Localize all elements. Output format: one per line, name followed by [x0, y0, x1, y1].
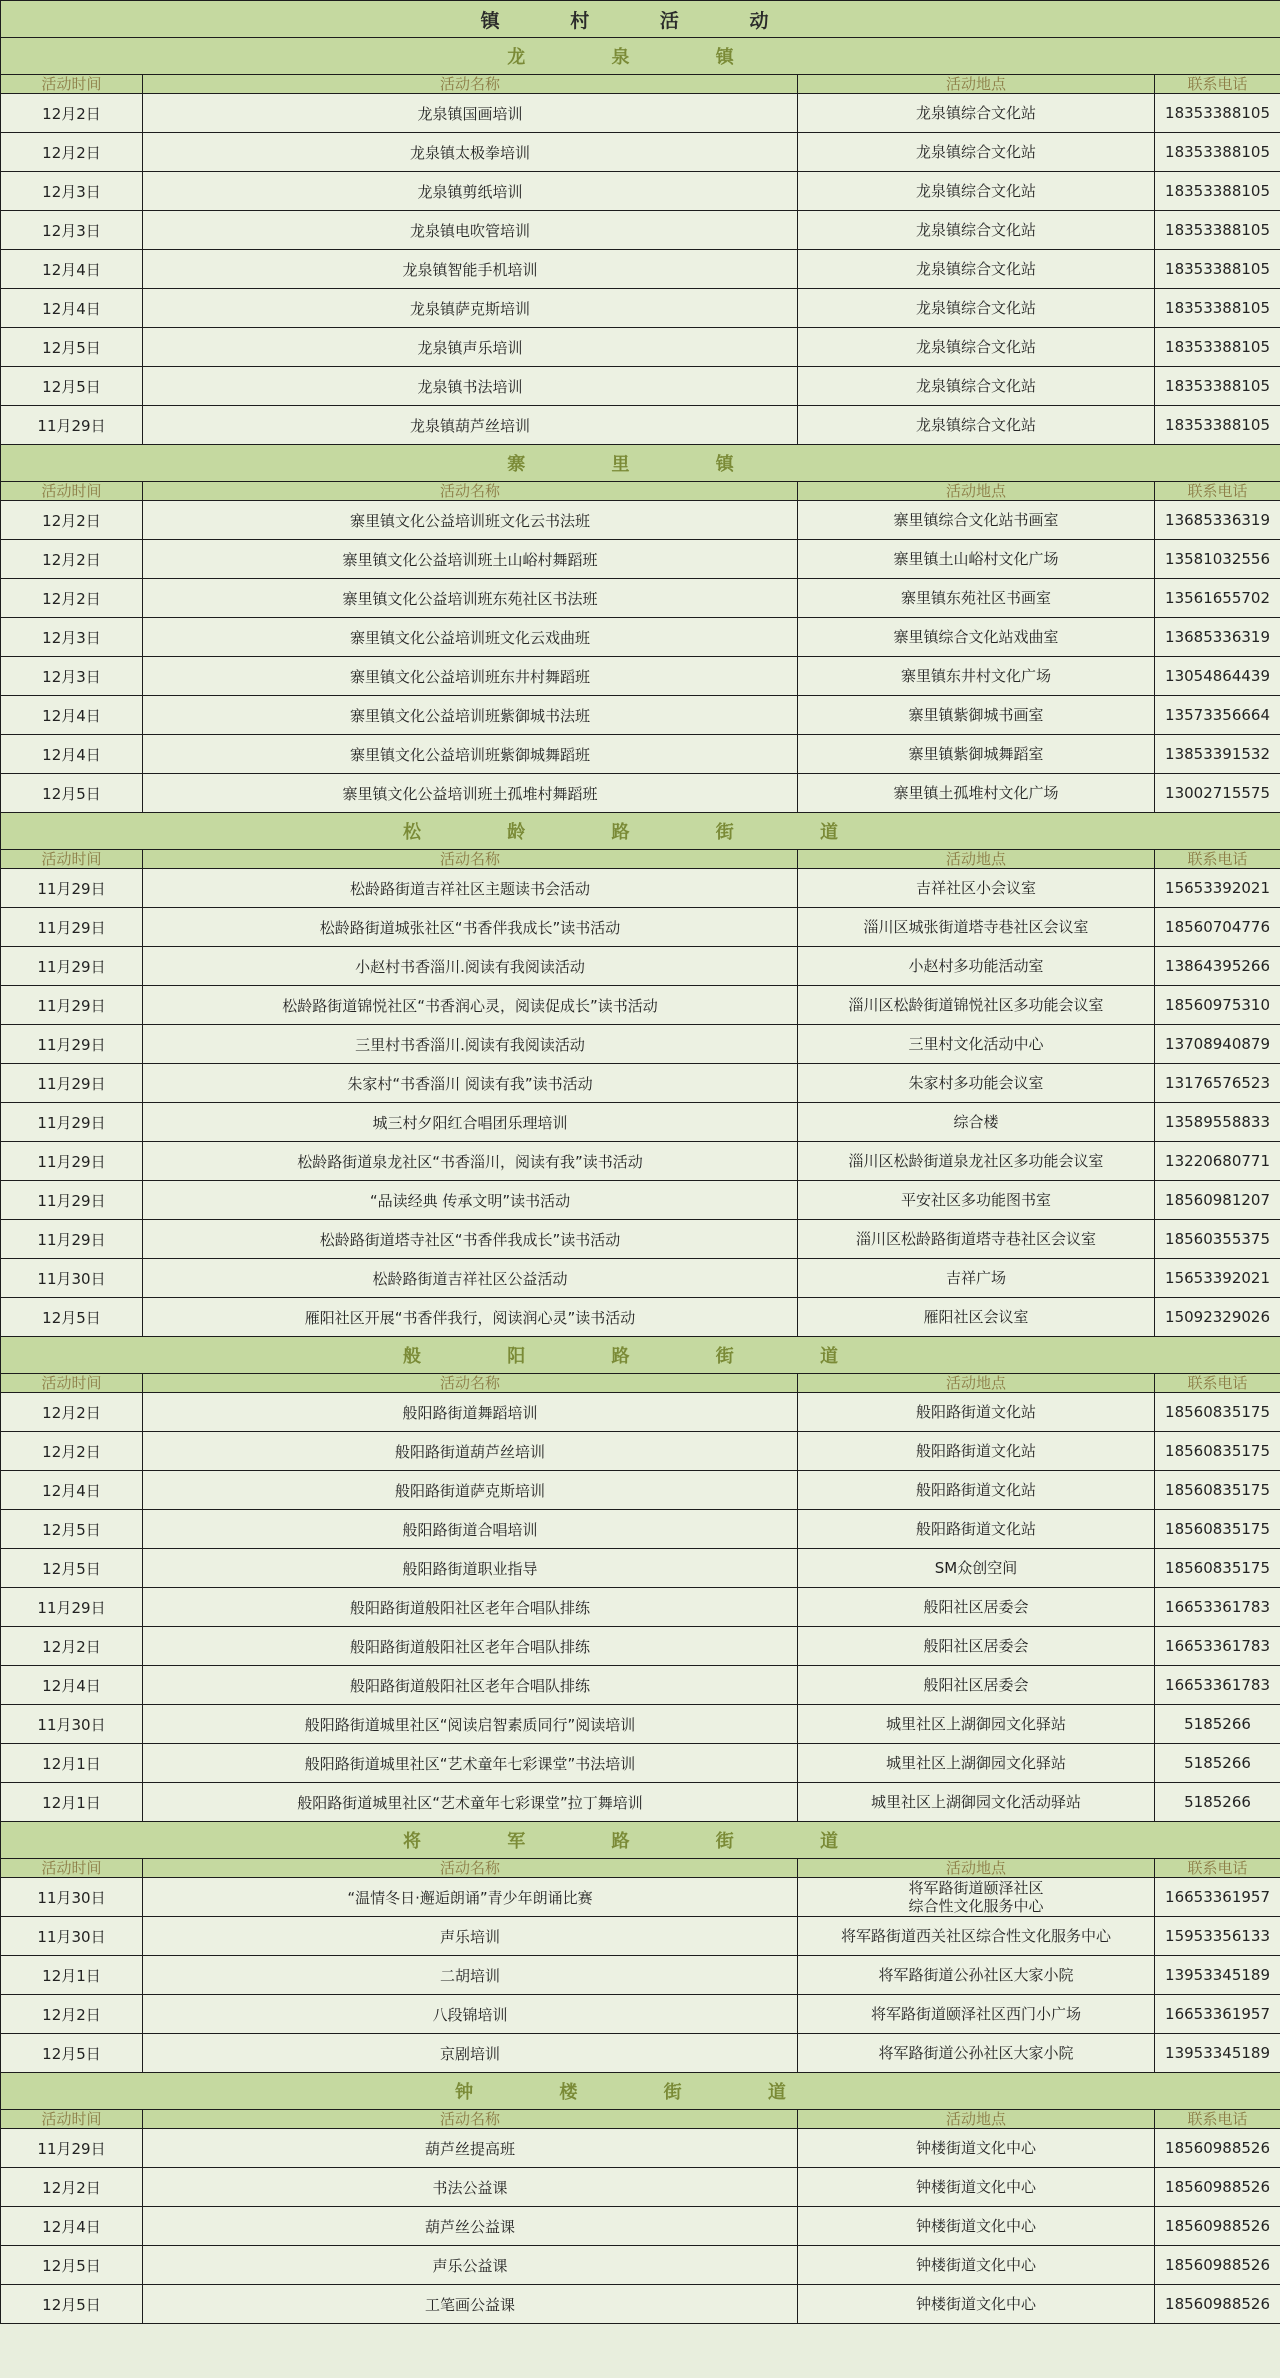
- cell-time: 11月30日: [1, 1259, 143, 1298]
- cell-place: 淄川区松龄街道锦悦社区多功能会议室: [798, 986, 1155, 1025]
- section-header-row: [1, 38, 1280, 75]
- cell-name: 寨里镇文化公益培训班文化云戏曲班: [143, 618, 798, 657]
- cell-time: 11月29日: [1, 986, 143, 1025]
- cell-phone: 18353388105: [1155, 250, 1280, 289]
- cell-name: 般阳路街道般阳社区老年合唱队排练: [143, 1627, 798, 1666]
- header-time: 活动时间: [1, 2110, 143, 2129]
- cell-name: 寨里镇文化公益培训班土孤堆村舞蹈班: [143, 774, 798, 813]
- cell-place: 钟楼街道文化中心: [798, 2168, 1155, 2207]
- cell-phone: 18560355375: [1155, 1220, 1280, 1259]
- cell-time: 11月29日: [1, 1142, 143, 1181]
- table-row: [1, 1917, 1280, 1956]
- table-row: [1, 2246, 1280, 2285]
- cell-time: 12月2日: [1, 1995, 143, 2034]
- cell-place: 淄川区城张街道塔寺巷社区会议室: [798, 908, 1155, 947]
- table-row: [1, 2034, 1280, 2073]
- cell-place: 龙泉镇综合文化站: [798, 289, 1155, 328]
- table-row: [1, 1298, 1280, 1337]
- cell-phone: 13561655702: [1155, 579, 1280, 618]
- header-phone: 联系电话: [1155, 850, 1280, 869]
- header-phone: 联系电话: [1155, 1374, 1280, 1393]
- cell-place: 寨里镇综合文化站书画室: [798, 501, 1155, 540]
- cell-name: 般阳路街道城里社区“艺术童年七彩课堂”拉丁舞培训: [143, 1783, 798, 1822]
- cell-time: 12月2日: [1, 94, 143, 133]
- header-name: 活动名称: [143, 75, 798, 94]
- cell-place: 平安社区多功能图书室: [798, 1181, 1155, 1220]
- cell-place: 般阳路街道文化站: [798, 1432, 1155, 1471]
- cell-name: 般阳路街道舞蹈培训: [143, 1393, 798, 1432]
- section-title: 龙 泉 镇: [1, 38, 1280, 75]
- cell-place: 将军路街道公孙社区大家小院: [798, 2034, 1155, 2073]
- cell-name: 龙泉镇剪纸培训: [143, 172, 798, 211]
- table-row: [1, 947, 1280, 986]
- cell-time: 12月4日: [1, 2207, 143, 2246]
- cell-time: 12月2日: [1, 1393, 143, 1432]
- cell-phone: 16653361957: [1155, 1995, 1280, 2034]
- cell-phone: 18560981207: [1155, 1181, 1280, 1220]
- cell-time: 12月1日: [1, 1783, 143, 1822]
- cell-phone: 5185266: [1155, 1744, 1280, 1783]
- section-header-row: [1, 1822, 1280, 1859]
- section-title: 钟 楼 街 道: [1, 2073, 1280, 2110]
- table-row: [1, 618, 1280, 657]
- column-header-row: [1, 1374, 1280, 1393]
- cell-phone: 13953345189: [1155, 2034, 1280, 2073]
- table-row: [1, 1103, 1280, 1142]
- cell-place: 将军路街道颐泽社区 综合性文化服务中心: [798, 1878, 1155, 1917]
- cell-time: 12月5日: [1, 328, 143, 367]
- header-place: 活动地点: [798, 1859, 1155, 1878]
- table-row: [1, 1259, 1280, 1298]
- cell-time: 12月2日: [1, 1627, 143, 1666]
- cell-time: 12月2日: [1, 501, 143, 540]
- cell-name: 龙泉镇葫芦丝培训: [143, 406, 798, 445]
- header-time: 活动时间: [1, 482, 143, 501]
- section-title: 般 阳 路 街 道: [1, 1337, 1280, 1374]
- cell-place: 城里社区上湖御园文化驿站: [798, 1705, 1155, 1744]
- cell-name: 葫芦丝提高班: [143, 2129, 798, 2168]
- cell-name: 龙泉镇智能手机培训: [143, 250, 798, 289]
- header-place: 活动地点: [798, 482, 1155, 501]
- cell-phone: 18353388105: [1155, 406, 1280, 445]
- cell-time: 12月2日: [1, 579, 143, 618]
- cell-name: 八段锦培训: [143, 1995, 798, 2034]
- cell-place: 钟楼街道文化中心: [798, 2129, 1155, 2168]
- cell-phone: 13953345189: [1155, 1956, 1280, 1995]
- cell-name: 寨里镇文化公益培训班土山峪村舞蹈班: [143, 540, 798, 579]
- cell-place: 淄川区松龄街道泉龙社区多功能会议室: [798, 1142, 1155, 1181]
- header-place: 活动地点: [798, 75, 1155, 94]
- table-row: [1, 1705, 1280, 1744]
- cell-time: 11月29日: [1, 908, 143, 947]
- cell-name: 声乐培训: [143, 1917, 798, 1956]
- table-row: [1, 133, 1280, 172]
- cell-name: “品读经典 传承文明”读书活动: [143, 1181, 798, 1220]
- cell-place: 钟楼街道文化中心: [798, 2285, 1155, 2324]
- table-row: [1, 657, 1280, 696]
- table-row: [1, 1393, 1280, 1432]
- cell-phone: 13708940879: [1155, 1025, 1280, 1064]
- cell-time: 12月5日: [1, 1510, 143, 1549]
- cell-place: 钟楼街道文化中心: [798, 2246, 1155, 2285]
- table-row: [1, 1995, 1280, 2034]
- header-phone: 联系电话: [1155, 482, 1280, 501]
- cell-phone: 18353388105: [1155, 211, 1280, 250]
- cell-name: 三里村书香淄川.阅读有我阅读活动: [143, 1025, 798, 1064]
- cell-time: 11月29日: [1, 947, 143, 986]
- cell-time: 12月5日: [1, 367, 143, 406]
- cell-place: 三里村文化活动中心: [798, 1025, 1155, 1064]
- cell-time: 12月4日: [1, 250, 143, 289]
- cell-phone: 13573356664: [1155, 696, 1280, 735]
- table-row: [1, 211, 1280, 250]
- cell-name: 龙泉镇声乐培训: [143, 328, 798, 367]
- cell-place: 龙泉镇综合文化站: [798, 94, 1155, 133]
- cell-phone: 18560835175: [1155, 1471, 1280, 1510]
- cell-phone: 18353388105: [1155, 172, 1280, 211]
- table-row: [1, 2168, 1280, 2207]
- cell-name: 工笔画公益课: [143, 2285, 798, 2324]
- section-header-row: [1, 1337, 1280, 1374]
- table-row: [1, 1471, 1280, 1510]
- cell-name: 般阳路街道合唱培训: [143, 1510, 798, 1549]
- cell-phone: 18353388105: [1155, 328, 1280, 367]
- cell-name: 龙泉镇萨克斯培训: [143, 289, 798, 328]
- section-title: 寨 里 镇: [1, 445, 1280, 482]
- cell-phone: 18560835175: [1155, 1549, 1280, 1588]
- cell-name: 松龄路街道城张社区“书香伴我成长”读书活动: [143, 908, 798, 947]
- cell-name: 寨里镇文化公益培训班文化云书法班: [143, 501, 798, 540]
- cell-phone: 13002715575: [1155, 774, 1280, 813]
- cell-time: 12月5日: [1, 1549, 143, 1588]
- cell-name: 小赵村书香淄川.阅读有我阅读活动: [143, 947, 798, 986]
- cell-name: 寨里镇文化公益培训班东井村舞蹈班: [143, 657, 798, 696]
- cell-time: 12月5日: [1, 2034, 143, 2073]
- cell-place: 般阳路街道文化站: [798, 1393, 1155, 1432]
- column-header-row: [1, 850, 1280, 869]
- cell-name: 龙泉镇书法培训: [143, 367, 798, 406]
- cell-phone: 15653392021: [1155, 1259, 1280, 1298]
- cell-time: 12月5日: [1, 774, 143, 813]
- cell-place: 般阳社区居委会: [798, 1627, 1155, 1666]
- cell-phone: 15653392021: [1155, 869, 1280, 908]
- header-place: 活动地点: [798, 850, 1155, 869]
- table-row: [1, 289, 1280, 328]
- header-name: 活动名称: [143, 1859, 798, 1878]
- cell-place: 寨里镇东井村文化广场: [798, 657, 1155, 696]
- cell-name: 松龄路街道吉祥社区公益活动: [143, 1259, 798, 1298]
- cell-place: 将军路街道西关社区综合性文化服务中心: [798, 1917, 1155, 1956]
- cell-name: 声乐公益课: [143, 2246, 798, 2285]
- cell-time: 11月29日: [1, 869, 143, 908]
- table-row: [1, 2285, 1280, 2324]
- cell-name: 般阳路街道职业指导: [143, 1549, 798, 1588]
- cell-phone: 15953356133: [1155, 1917, 1280, 1956]
- cell-name: 书法公益课: [143, 2168, 798, 2207]
- cell-phone: 18560835175: [1155, 1393, 1280, 1432]
- header-place: 活动地点: [798, 2110, 1155, 2129]
- cell-name: 龙泉镇电吹管培训: [143, 211, 798, 250]
- table-row: [1, 501, 1280, 540]
- cell-phone: 18353388105: [1155, 133, 1280, 172]
- cell-place: 寨里镇东苑社区书画室: [798, 579, 1155, 618]
- cell-place: SM众创空间: [798, 1549, 1155, 1588]
- page-title: 镇 村 活 动: [1, 1, 1280, 38]
- cell-place: 吉祥广场: [798, 1259, 1155, 1298]
- cell-place: 龙泉镇综合文化站: [798, 406, 1155, 445]
- cell-name: 龙泉镇太极拳培训: [143, 133, 798, 172]
- header-name: 活动名称: [143, 482, 798, 501]
- cell-place: 龙泉镇综合文化站: [798, 328, 1155, 367]
- cell-phone: 18560988526: [1155, 2129, 1280, 2168]
- section-title: 松 龄 路 街 道: [1, 813, 1280, 850]
- cell-phone: 13581032556: [1155, 540, 1280, 579]
- cell-place: 龙泉镇综合文化站: [798, 367, 1155, 406]
- header-place: 活动地点: [798, 1374, 1155, 1393]
- table-row: [1, 735, 1280, 774]
- section-title: 将 军 路 街 道: [1, 1822, 1280, 1859]
- column-header-row: [1, 482, 1280, 501]
- header-name: 活动名称: [143, 2110, 798, 2129]
- cell-time: 12月2日: [1, 540, 143, 579]
- cell-place: 寨里镇紫御城书画室: [798, 696, 1155, 735]
- cell-name: 松龄路街道泉龙社区“书香淄川，阅读有我”读书活动: [143, 1142, 798, 1181]
- cell-name: 般阳路街道般阳社区老年合唱队排练: [143, 1588, 798, 1627]
- section-header-row: [1, 2073, 1280, 2110]
- cell-time: 12月4日: [1, 696, 143, 735]
- cell-phone: 13864395266: [1155, 947, 1280, 986]
- table-row: [1, 406, 1280, 445]
- cell-name: 松龄路街道塔寺社区“书香伴我成长”读书活动: [143, 1220, 798, 1259]
- cell-phone: 16653361783: [1155, 1627, 1280, 1666]
- cell-time: 12月2日: [1, 1432, 143, 1471]
- cell-time: 11月29日: [1, 1220, 143, 1259]
- cell-place: 寨里镇土孤堆村文化广场: [798, 774, 1155, 813]
- cell-phone: 18353388105: [1155, 289, 1280, 328]
- header-time: 活动时间: [1, 75, 143, 94]
- table-title-row: [1, 1, 1280, 38]
- cell-phone: 18560988526: [1155, 2207, 1280, 2246]
- cell-phone: 13589558833: [1155, 1103, 1280, 1142]
- cell-time: 12月4日: [1, 289, 143, 328]
- cell-name: 龙泉镇国画培训: [143, 94, 798, 133]
- cell-time: 12月5日: [1, 2285, 143, 2324]
- cell-place: 朱家村多功能会议室: [798, 1064, 1155, 1103]
- table-row: [1, 1432, 1280, 1471]
- cell-time: 12月4日: [1, 1666, 143, 1705]
- table-row: [1, 172, 1280, 211]
- cell-name: 雁阳社区开展“书香伴我行，阅读润心灵”读书活动: [143, 1298, 798, 1337]
- cell-time: 12月2日: [1, 2168, 143, 2207]
- cell-phone: 18560835175: [1155, 1432, 1280, 1471]
- cell-name: 般阳路街道萨克斯培训: [143, 1471, 798, 1510]
- table-row: [1, 328, 1280, 367]
- cell-phone: 13685336319: [1155, 618, 1280, 657]
- column-header-row: [1, 2110, 1280, 2129]
- table-row: [1, 2129, 1280, 2168]
- cell-name: 城三村夕阳红合唱团乐理培训: [143, 1103, 798, 1142]
- table-row: [1, 1956, 1280, 1995]
- table-row: [1, 367, 1280, 406]
- cell-time: 12月1日: [1, 1956, 143, 1995]
- cell-name: 朱家村“书香淄川 阅读有我”读书活动: [143, 1064, 798, 1103]
- cell-place: 城里社区上湖御园文化驿站: [798, 1744, 1155, 1783]
- cell-place: 将军路街道公孙社区大家小院: [798, 1956, 1155, 1995]
- header-phone: 联系电话: [1155, 75, 1280, 94]
- table-row: [1, 869, 1280, 908]
- cell-place: 寨里镇综合文化站戏曲室: [798, 618, 1155, 657]
- cell-time: 11月29日: [1, 1025, 143, 1064]
- cell-phone: 18353388105: [1155, 367, 1280, 406]
- table-row: [1, 1666, 1280, 1705]
- cell-phone: 5185266: [1155, 1783, 1280, 1822]
- table-row: [1, 1510, 1280, 1549]
- table-row: [1, 1588, 1280, 1627]
- cell-phone: 18560975310: [1155, 986, 1280, 1025]
- cell-time: 11月30日: [1, 1917, 143, 1956]
- table-row: [1, 1064, 1280, 1103]
- section-header-row: [1, 445, 1280, 482]
- cell-phone: 16653361783: [1155, 1588, 1280, 1627]
- section-header-row: [1, 813, 1280, 850]
- cell-time: 12月3日: [1, 211, 143, 250]
- cell-time: 11月29日: [1, 1181, 143, 1220]
- table-row: [1, 908, 1280, 947]
- cell-place: 龙泉镇综合文化站: [798, 250, 1155, 289]
- cell-phone: 13853391532: [1155, 735, 1280, 774]
- table-row: [1, 1783, 1280, 1822]
- cell-time: 11月30日: [1, 1705, 143, 1744]
- table-row: [1, 1220, 1280, 1259]
- cell-place: 龙泉镇综合文化站: [798, 133, 1155, 172]
- cell-place: 般阳路街道文化站: [798, 1510, 1155, 1549]
- cell-place: 寨里镇紫御城舞蹈室: [798, 735, 1155, 774]
- cell-phone: 18560988526: [1155, 2168, 1280, 2207]
- cell-time: 11月29日: [1, 1103, 143, 1142]
- table-row: [1, 540, 1280, 579]
- cell-name: 葫芦丝公益课: [143, 2207, 798, 2246]
- cell-place: 般阳路街道文化站: [798, 1471, 1155, 1510]
- cell-phone: 18560835175: [1155, 1510, 1280, 1549]
- table-row: [1, 1627, 1280, 1666]
- table-row: [1, 1181, 1280, 1220]
- cell-time: 12月4日: [1, 1471, 143, 1510]
- cell-time: 11月29日: [1, 1064, 143, 1103]
- cell-time: 12月3日: [1, 172, 143, 211]
- cell-time: 12月4日: [1, 735, 143, 774]
- header-time: 活动时间: [1, 1859, 143, 1878]
- table-row: [1, 1744, 1280, 1783]
- cell-name: 寨里镇文化公益培训班东苑社区书法班: [143, 579, 798, 618]
- cell-place: 般阳社区居委会: [798, 1588, 1155, 1627]
- cell-time: 11月29日: [1, 406, 143, 445]
- header-time: 活动时间: [1, 1374, 143, 1393]
- cell-phone: 18560704776: [1155, 908, 1280, 947]
- table-row: [1, 1878, 1280, 1917]
- header-phone: 联系电话: [1155, 2110, 1280, 2129]
- cell-phone: 16653361783: [1155, 1666, 1280, 1705]
- table-row: [1, 2207, 1280, 2246]
- cell-phone: 18560988526: [1155, 2246, 1280, 2285]
- cell-phone: 13685336319: [1155, 501, 1280, 540]
- cell-time: 11月29日: [1, 1588, 143, 1627]
- cell-phone: 13176576523: [1155, 1064, 1280, 1103]
- cell-place: 综合楼: [798, 1103, 1155, 1142]
- cell-place: 雁阳社区会议室: [798, 1298, 1155, 1337]
- cell-name: 般阳路街道葫芦丝培训: [143, 1432, 798, 1471]
- header-time: 活动时间: [1, 850, 143, 869]
- table-row: [1, 1549, 1280, 1588]
- cell-place: 寨里镇土山峪村文化广场: [798, 540, 1155, 579]
- cell-name: 般阳路街道城里社区“阅读启智素质同行”阅读培训: [143, 1705, 798, 1744]
- cell-name: 二胡培训: [143, 1956, 798, 1995]
- cell-name: 京剧培训: [143, 2034, 798, 2073]
- cell-time: 12月1日: [1, 1744, 143, 1783]
- activity-table-body: [1, 1, 1280, 2324]
- column-header-row: [1, 75, 1280, 94]
- table-row: [1, 250, 1280, 289]
- table-row: [1, 774, 1280, 813]
- cell-name: 松龄路街道吉祥社区主题读书会活动: [143, 869, 798, 908]
- cell-place: 般阳社区居委会: [798, 1666, 1155, 1705]
- header-name: 活动名称: [143, 1374, 798, 1393]
- cell-time: 12月2日: [1, 133, 143, 172]
- column-header-row: [1, 1859, 1280, 1878]
- cell-place: 小赵村多功能活动室: [798, 947, 1155, 986]
- cell-name: 松龄路街道锦悦社区“书香润心灵，阅读促成长”读书活动: [143, 986, 798, 1025]
- table-row: [1, 94, 1280, 133]
- table-row: [1, 696, 1280, 735]
- cell-name: 寨里镇文化公益培训班紫御城舞蹈班: [143, 735, 798, 774]
- cell-name: 般阳路街道般阳社区老年合唱队排练: [143, 1666, 798, 1705]
- table-row: [1, 1025, 1280, 1064]
- cell-time: 12月5日: [1, 2246, 143, 2285]
- cell-place: 淄川区松龄路街道塔寺巷社区会议室: [798, 1220, 1155, 1259]
- cell-name: 寨里镇文化公益培训班紫御城书法班: [143, 696, 798, 735]
- header-name: 活动名称: [143, 850, 798, 869]
- cell-place: 将军路街道颐泽社区西门小广场: [798, 1995, 1155, 2034]
- cell-phone: 13054864439: [1155, 657, 1280, 696]
- table-row: [1, 579, 1280, 618]
- cell-place: 城里社区上湖御园文化活动驿站: [798, 1783, 1155, 1822]
- cell-phone: 15092329026: [1155, 1298, 1280, 1337]
- cell-phone: 18560988526: [1155, 2285, 1280, 2324]
- cell-phone: 13220680771: [1155, 1142, 1280, 1181]
- cell-time: 12月5日: [1, 1298, 143, 1337]
- cell-time: 11月30日: [1, 1878, 143, 1917]
- table-row: [1, 1142, 1280, 1181]
- cell-place: 吉祥社区小会议室: [798, 869, 1155, 908]
- cell-phone: 16653361957: [1155, 1878, 1280, 1917]
- cell-name: “温情冬日·邂逅朗诵”青少年朗诵比赛: [143, 1878, 798, 1917]
- cell-time: 12月3日: [1, 618, 143, 657]
- cell-phone: 18353388105: [1155, 94, 1280, 133]
- cell-name: 般阳路街道城里社区“艺术童年七彩课堂”书法培训: [143, 1744, 798, 1783]
- cell-place: 钟楼街道文化中心: [798, 2207, 1155, 2246]
- cell-time: 11月29日: [1, 2129, 143, 2168]
- cell-place: 龙泉镇综合文化站: [798, 172, 1155, 211]
- cell-time: 12月3日: [1, 657, 143, 696]
- header-phone: 联系电话: [1155, 1859, 1280, 1878]
- cell-phone: 5185266: [1155, 1705, 1280, 1744]
- cell-place: 龙泉镇综合文化站: [798, 211, 1155, 250]
- table-row: [1, 986, 1280, 1025]
